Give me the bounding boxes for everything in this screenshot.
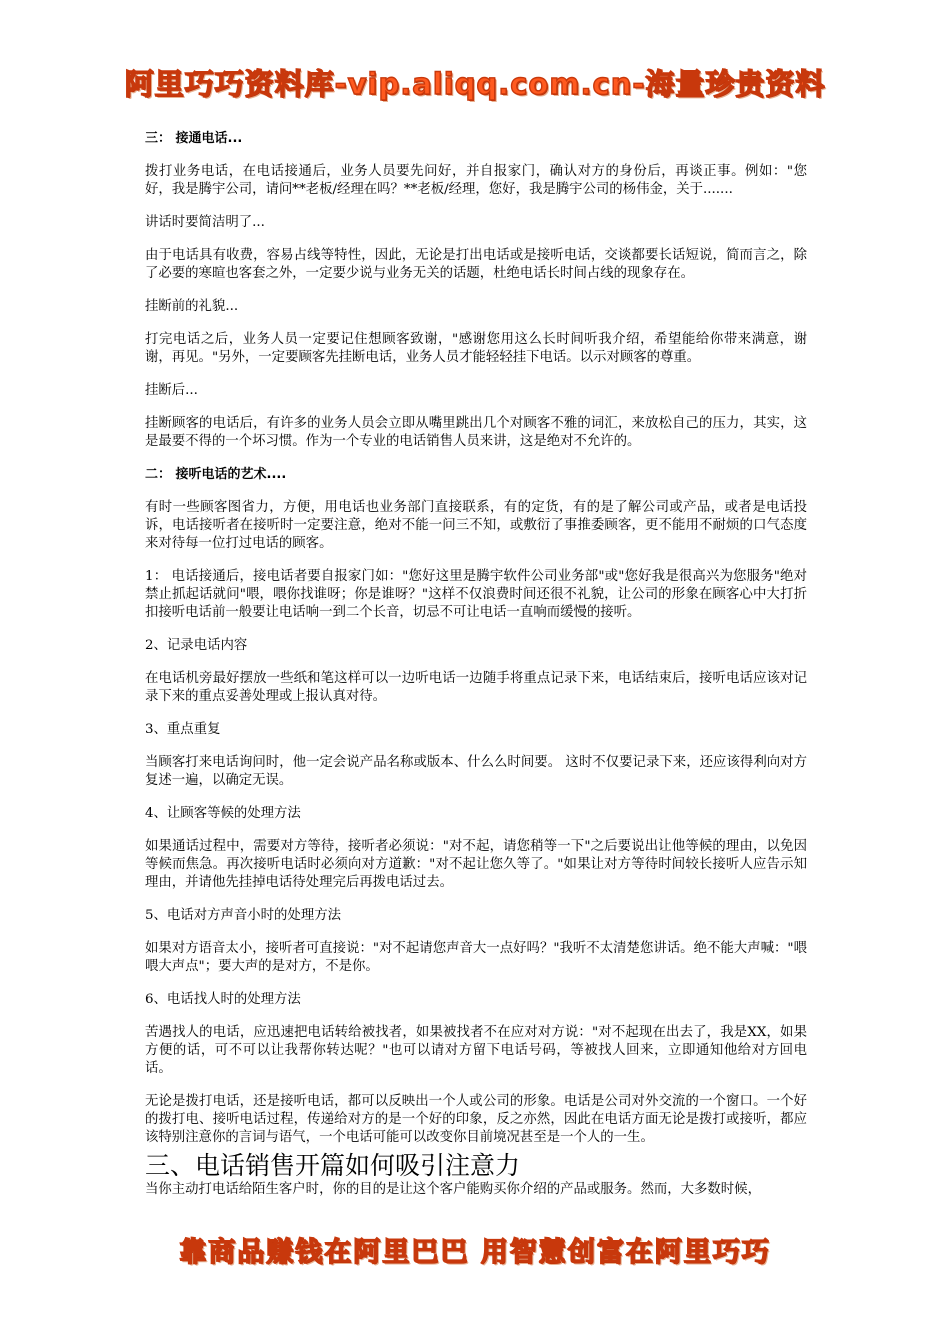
paragraph: 挂断顾客的电话后，有许多的业务人员会立即从嘴里跳出几个对顾客不雅的词汇，来放松自己的压力，其实，这是最要不得的一个坏习惯。作为一个专业的电话销售人员来讲，这是绝对不允许的。 xyxy=(145,416,807,449)
paragraph: 挂断前的礼貌... xyxy=(145,299,239,314)
paragraph: 有时一些顾客图省力，方便，用电话也业务部门直接联系，有的定货，有的是了解公司或产品，或者是电话投诉，电话接听者在接听时一定要注意，绝对不能一问三不知，或敷衍了事推委顾客，更不能用不耐烦的口气态度来对待每一位打过电话的顾客。 xyxy=(145,500,807,551)
section-heading-answer-call: 二： 接听电话的艺术.... xyxy=(145,467,287,482)
paragraph: 当顾客打来电话询问时，他一定会说产品名称或版本、什么么时间要。 这时不仅要记录下来，还应该得利向对方复述一遍，以确定无误。 xyxy=(145,755,807,788)
paragraph: 苦遇找人的电话，应迅速把电话转给被找者，如果被找者不在应对对方说："对不起现在出去了，我是XX，如果方便的话，可不可以让我帮你转达呢？"也可以请对方留下电话号码，等被找人回来，立即通知他给对方回电话。 xyxy=(145,1025,807,1076)
document-body xyxy=(145,130,807,1214)
paragraph: 如果通话过程中，需要对方等待，接听者必须说："对不起，请您稍等一下"之后要说出让他等候的理由，以免因等候而焦急。再次接听电话时必须向对方道歉："对不起让您久等了。"如果让对方等待时间较长接听人应告示知理由，并请他先挂掉电话待处理完后再拨电话过去。 xyxy=(145,839,807,890)
subheading: 4、让顾客等候的处理方法 xyxy=(145,806,301,821)
subheading: 3、重点重复 xyxy=(145,722,221,737)
paragraph: 打完电话之后，业务人员一定要记住想顾客致谢，"感谢您用这么长时间听我介绍，希望能给你带来满意，谢谢，再见。"另外，一定要顾客先挂断电话，业务人员才能轻轻挂下电话。以示对顾客的尊重。 xyxy=(145,332,807,365)
paragraph: 当你主动打电话给陌生客户时，你的目的是让这个客户能购买你介绍的产品或服务。然而，大多数时候， xyxy=(145,1182,761,1197)
paragraph: 在电话机旁最好摆放一些纸和笔这样可以一边听电话一边随手将重点记录下来，电话结束后，接听电话应该对记录下来的重点妥善处理或上报认真对待。 xyxy=(145,671,807,704)
paragraph: 挂断后... xyxy=(145,383,198,398)
subheading: 2、记录电话内容 xyxy=(145,638,248,653)
paragraph: 由于电话具有收费，容易占线等特性，因此，无论是打出电话或是接听电话，交谈都要长话短说，简而言之，除了必要的寒暄也客套之外，一定要少说与业务无关的话题，杜绝电话长时间占线的现象存在。 xyxy=(145,248,807,281)
paragraph: 无论是拨打电话，还是接听电话，都可以反映出一个人或公司的形象。电话是公司对外交流的一个窗口。一个好的拨打电、接听电话过程，传递给对方的是一个好的印象，反之亦然，因此在电话方面无论是拨打或接听，都应该特别注意你的言词与语气，一个电话可能可以改变你目前境况甚至是一个人的一生。 xyxy=(145,1094,807,1145)
footer-banner: 靠商品赚钱在阿里巴巴 用智慧创富在阿里巧巧 xyxy=(179,1237,771,1268)
paragraph: 拨打业务电话，在电话接通后，业务人员要先问好，并自报家门，确认对方的身份后，再谈正事。例如："您好，我是腾宇公司，请问**老板/经理在吗？**老板/经理，您好，我是腾宇公司的杨伟金，关于....... xyxy=(145,164,807,197)
paragraph: 1： 电话接通后，接电话者要自报家门如："您好这里是腾宇软件公司业务部"或"您好我是很高兴为您服务"绝对禁止抓起话就问"喂，喂你找谁呀；你是谁呀？"这样不仅浪费时间还很不礼貌，让公司的形象在顾客心中大打折扣接听电话前一般要让电话响一到二个长音，切忌不可让电话一直响而缓慢的接听。 xyxy=(145,569,807,620)
section-heading-connect-call: 三： 接通电话... xyxy=(145,131,243,146)
subheading: 5、电话对方声音小时的处理方法 xyxy=(145,908,341,923)
header-banner: 阿里巧巧资料库-vip.aliqq.com.cn-海量珍贵资料 xyxy=(124,67,826,101)
subheading: 6、电话找人时的处理方法 xyxy=(145,992,301,1007)
chapter-title: 三、电话销售开篇如何吸引注意力 xyxy=(145,1151,521,1180)
paragraph: 讲话时要简洁明了... xyxy=(145,215,265,230)
paragraph: 如果对方语音太小，接听者可直接说："对不起请您声音大一点好吗？"我听不太清楚您讲话。绝不能大声喊："喂喂大声点"；要大声的是对方，不是你。 xyxy=(145,941,807,974)
